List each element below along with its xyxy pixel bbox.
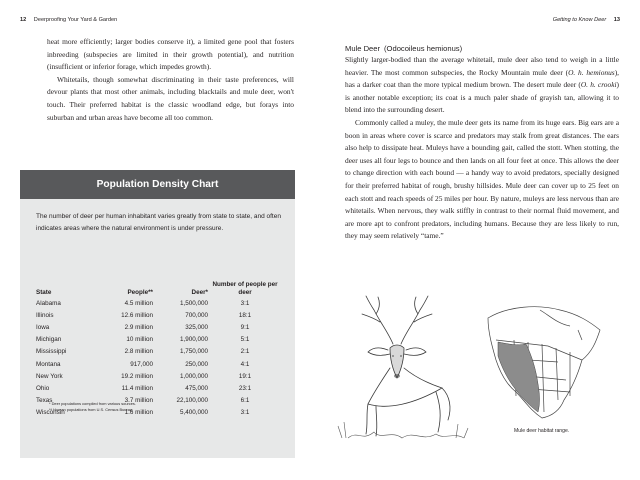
state-cell: Montana: [36, 360, 61, 368]
left-running-header: [20, 17, 117, 23]
deer-cell: 1,900,000: [179, 336, 208, 344]
deer-cell: 475,000: [185, 384, 208, 392]
ratio-cell: 19:1: [238, 372, 252, 380]
right-body-text: [345, 54, 619, 243]
deer-cell: 1,750,000: [179, 348, 208, 356]
deer-cell: 700,000: [185, 311, 208, 319]
right-paragraph-1: [345, 54, 619, 117]
map-caption: Mule deer habitat range.: [514, 428, 570, 434]
ratio-cell: 5:1: [240, 336, 250, 344]
deer-cell: 22,100,000: [176, 397, 208, 405]
left-body-text: [47, 36, 294, 124]
right-paragraph-2: Commonly called a muley, the mule deer gets its name from its huge ears. Big ears are a boon in areas where cover is scarce and predators may stalk from great distances. The ears also help to dissipate heat. Muleys have a bounding gait, called the stott. When stotting, the deer uses all four legs to bounce and then lands on all four feet at once. This allows the deer to change direction with each bound — a handy way to avoid predators, specially designed for their preferred habitat of rough, brushy hillsides. Mule deer can cover up to 25 feet on each stott and reach speeds of 25 miles per hour. By nature, muleys are less nervous than are whitetails. When nervous, they walk stiffly in contrast to their normal fluid movement, and are more apt to confront predators, including humans. Because they are less likely to run, they may seem relatively “tame.”: [345, 117, 619, 241]
left-header-title: Deerproofing Your Yard & Garden: [33, 17, 118, 23]
people-cell: 1.6 million: [124, 409, 153, 417]
deer-cell: 250,000: [185, 360, 208, 368]
left-paragraph-2: Whitetails, though somewhat discriminating in their taste preferences, will devour plants that most other animals, including blacktails and mule deer, won't touch. Their preferred habitat is the classic woodland edge, but forays into suburban and urban areas have become all too common.: [47, 74, 294, 122]
table-header-row: [36, 273, 282, 297]
population-table: [36, 273, 282, 419]
people-cell: 2.9 million: [124, 323, 153, 331]
right-running-header: [553, 17, 620, 23]
text-run: Slightly larger-bodied than the average whitetail, mule deer also tend to weigh in a little heavier. The most common subspecies, the Rocky Mountain mule deer (: [345, 55, 619, 77]
sidebar-intro: The number of deer per human inhabitant varies greatly from state to state, and often indicates areas where the natural environment is under pressure.: [36, 213, 281, 232]
ratio-cell: 18:1: [238, 311, 252, 319]
state-cell: Ohio: [36, 384, 50, 392]
state-cell: Wisconsin: [36, 409, 65, 417]
state-cell: Iowa: [36, 323, 50, 331]
text-run: ) is another notable exception; its coat is a much paler shade of grayish tan, allowing it to blend into the surrounding desert.: [345, 80, 619, 115]
table-row: [36, 370, 282, 382]
footnote-deer: * Deer populations compiled from various sources.: [49, 401, 136, 406]
state-cell: Michigan: [36, 336, 62, 344]
table-row: [36, 321, 282, 333]
text-run: ), has a darker coat than the more typical medium brown. The desert mule deer (: [345, 67, 619, 90]
people-cell: 917,000: [130, 360, 153, 368]
state-cell: Alabama: [36, 299, 61, 307]
footnote-people: ** Human populations from U.S. Census Bureau.: [49, 407, 134, 412]
state-cell: Texas: [36, 397, 53, 405]
table-row: [36, 334, 282, 346]
people-cell: 2.8 million: [124, 348, 153, 356]
mule-deer-illustration: [318, 292, 488, 442]
table-row: [36, 346, 282, 358]
left-page-number: 12: [20, 17, 27, 23]
deer-cell: 1,000,000: [179, 372, 208, 380]
deer-cell: 325,000: [185, 323, 208, 331]
table-row: [36, 358, 282, 370]
table-row: [36, 382, 282, 394]
right-page-number: 13: [613, 17, 620, 23]
population-density-sidebar: [20, 170, 295, 458]
column-header: Number of people per deer: [212, 281, 278, 296]
subspecies-name: O. h. hemionus: [568, 67, 615, 77]
column-header: State: [36, 289, 52, 296]
column-header: People**: [127, 289, 153, 296]
state-cell: Mississippi: [36, 348, 67, 356]
sidebar-footnotes: [49, 401, 136, 413]
ratio-cell: 23:1: [238, 384, 252, 392]
people-cell: 19.2 million: [121, 372, 153, 380]
deer-cell: 1,500,000: [179, 299, 208, 307]
habitat-range-map: [478, 300, 628, 422]
heading-common-name: Mule Deer: [345, 44, 381, 53]
ratio-cell: 2:1: [240, 348, 250, 356]
habitat-range-area: [498, 342, 540, 412]
ratio-cell: 3:1: [240, 299, 250, 307]
subspecies-name: O. h. crooki: [580, 80, 617, 90]
column-header: Deer*: [191, 289, 208, 296]
table-row: [36, 309, 282, 321]
state-cell: Illinois: [36, 311, 54, 319]
people-cell: 10 million: [126, 336, 153, 344]
left-paragraph-1: heat more efficiently; larger bodies conserve it), a limited gene pool that fosters inbreeding (subspecies are limited in their growth potential), and nutrition (insufficient or inferior forage, which impedes growth).: [47, 37, 294, 72]
sidebar-title: Population Density Chart: [20, 170, 295, 199]
deer-cell: 5,400,000: [179, 409, 208, 417]
ratio-cell: 6:1: [240, 397, 250, 405]
people-cell: 4.5 million: [124, 299, 153, 307]
people-cell: 11.4 million: [121, 384, 153, 392]
state-cell: New York: [36, 372, 63, 380]
ratio-cell: 9:1: [240, 323, 250, 331]
ratio-cell: 3:1: [240, 409, 250, 417]
people-cell: 12.6 million: [121, 311, 153, 319]
right-header-title: Getting to Know Deer: [552, 17, 607, 23]
people-cell: 3.7 million: [124, 397, 153, 405]
heading-scientific-name: (Odocoileus hemionus): [384, 44, 463, 53]
ratio-cell: 4:1: [240, 360, 250, 368]
table-row: [36, 297, 282, 309]
